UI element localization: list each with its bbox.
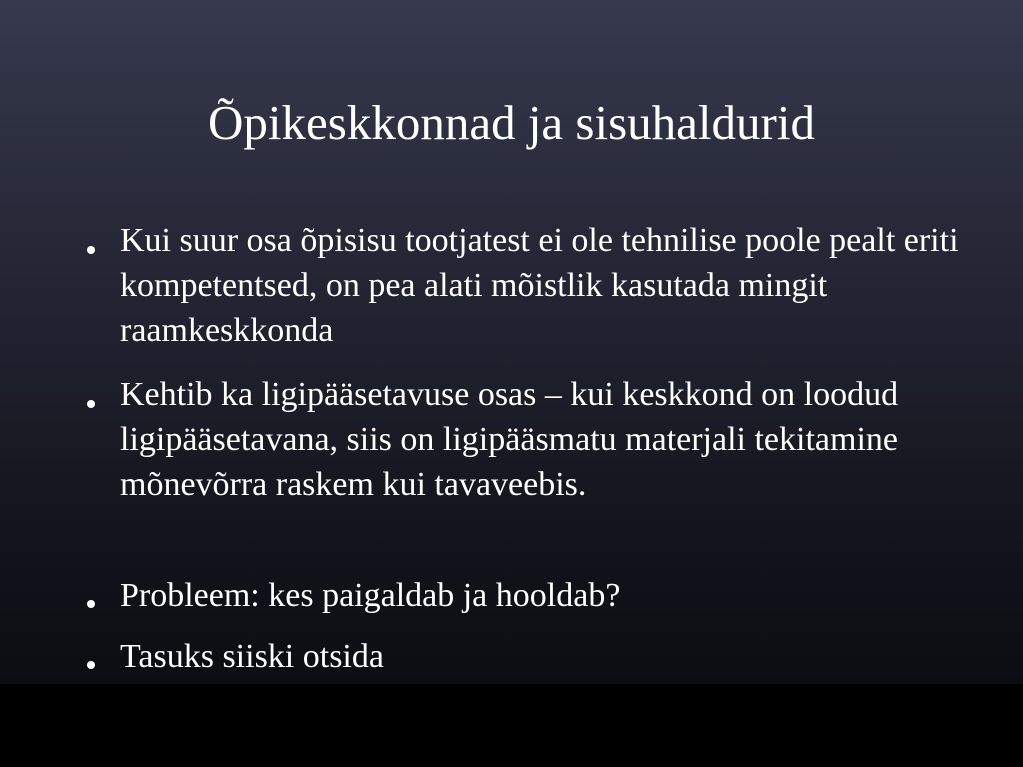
bullet-dot-icon: [87, 400, 95, 408]
bullet-text: Tasuks siiski otsida: [120, 638, 384, 675]
bullet-text: Kui suur osa õpisisu tootjatest ei ole tehnilise poole pealt eriti kompetentsed, on pea alati mõistlik kasutada mingit raamkeskkonda: [120, 222, 959, 349]
bullet-dot-icon: [87, 600, 95, 608]
bullet-text: Probleem: kes paigaldab ja hooldab?: [120, 577, 621, 614]
bullet-text: Kehtib ka ligipääsetavuse osas – kui keskkond on loodud ligipääsetavana, siis on ligipääsmatu materjali tekitamine mõnevõrra raskem kui tavaveebis.: [120, 376, 899, 503]
bullet-dot-icon: [87, 246, 95, 254]
bottom-bar: [0, 684, 1023, 767]
bullet-dot-icon: [87, 661, 95, 669]
slide-title: Õpikeskkonnad ja sisuhaldurid: [208, 95, 815, 150]
